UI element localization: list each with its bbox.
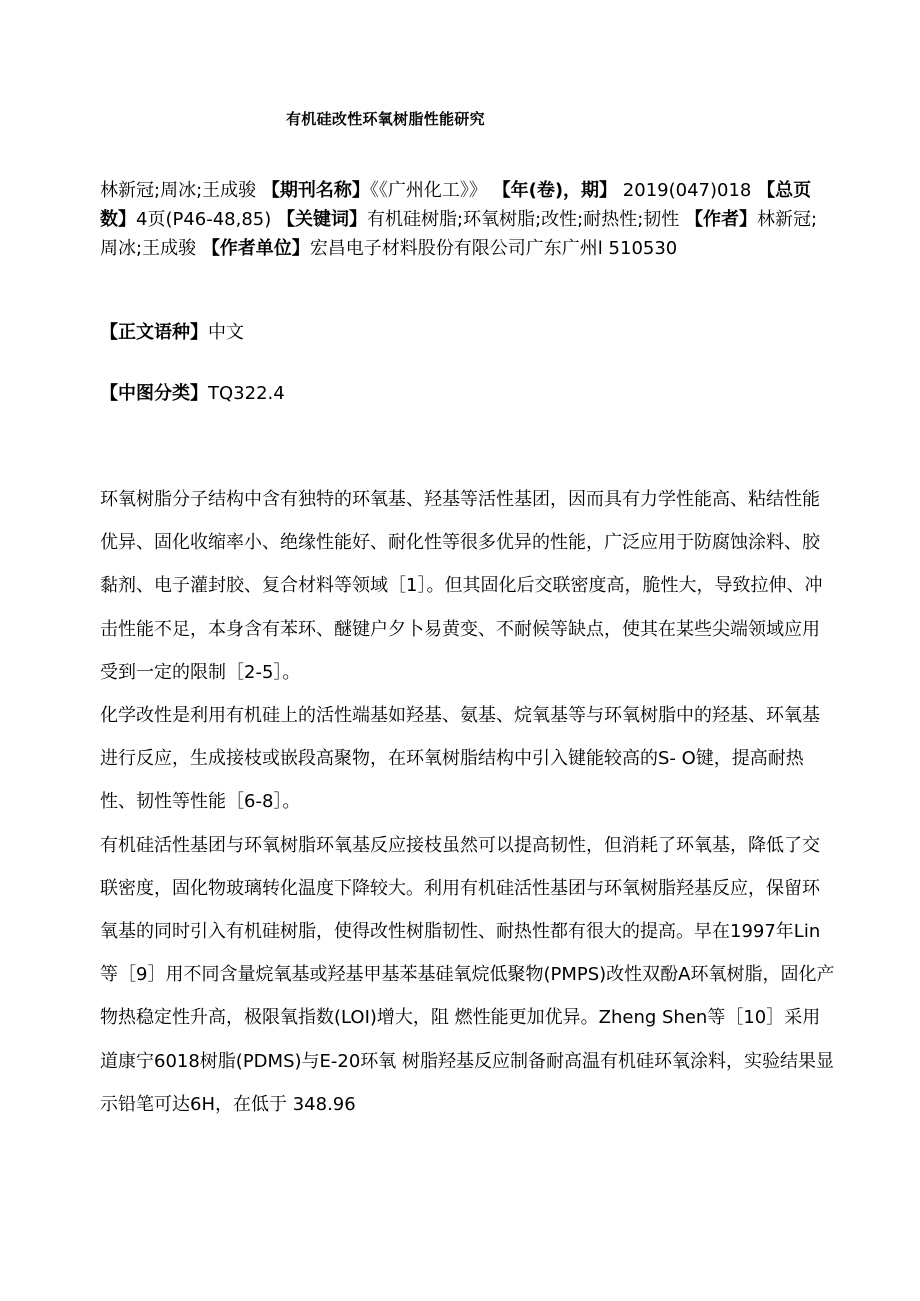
classification-value: TQ322.4 <box>208 383 285 404</box>
author-label: 【作者】 <box>685 209 758 230</box>
keywords: 有机硅树脂;环氧树脂;改性;耐热性;韧性 <box>367 209 680 230</box>
language-value: 中文 <box>208 322 244 343</box>
classification-label: 【中图分类】 <box>100 383 208 404</box>
journal-label: 【期刊名称】 <box>261 180 370 201</box>
journal-name: 《《广州化工》》 <box>369 180 487 201</box>
classification-field <box>100 379 285 408</box>
author: 林新冠;周冰;王成骏 <box>100 209 818 259</box>
year-volume-issue: 2019(047)018 <box>622 180 752 201</box>
keywords-label: 【关键词】 <box>277 209 368 230</box>
paragraph: 化学改性是利用有机硅上的活性端基如羟基、氨基、烷氧基等与环氧树脂中的羟基、环氧基进行反应，生成接枝或嵌段高聚物，在环氧树脂结构中引入键能较高的S- O键，提高耐热性、韧性等性能［6-8］。 <box>100 705 820 813</box>
language-field <box>100 318 244 347</box>
paragraph: 环氧树脂分子结构中含有独特的环氧基、羟基等活性基团，因而具有力学性能高、粘结性能优异、固化收缩率小、绝缘性能好、耐化性等很多优异的性能，广泛应用于防腐蚀涂料、胶黏剂、电子灌封胶、复合材料等领域［1］。但其固化后交联密度高，脆性大，导致拉伸、冲击性能不足，本身含有苯环、醚键户夕卜易黄变、不耐候等缺点，使其在某些尖端领域应用受到一定的限制［2-5］。 <box>100 489 823 683</box>
affiliation-label: 【作者单位】 <box>201 238 310 259</box>
language-label: 【正文语种】 <box>100 322 208 343</box>
page-count: 4页(P46-48,85) <box>136 209 272 230</box>
year-volume-issue-label: 【年(卷)，期】 <box>492 180 618 201</box>
affiliation: 宏昌电子材料股份有限公司广东广州l 510530 <box>309 238 678 259</box>
body-text <box>100 478 835 1126</box>
authors: 林新冠;周冰;王成骏 <box>100 180 257 201</box>
paragraph: 有机硅活性基团与环氧树脂环氧基反应接枝虽然可以提高韧性，但消耗了环氧基，降低了交联密度，固化物玻璃转化温度下降较大。利用有机硅活性基团与环氧树脂羟基反应，保留环氧基的同时引入有机硅树脂，使得改性树脂韧性、耐热性都有很大的提高。早在1997年Lin等［9］用不同含量烷氧基或羟基甲基苯基硅氧烷低聚物(PMPS)改性双酚A环氧树脂，固化产物热稳定性升高，极限氧指数(LOI)增大，阻 燃性能更加优异。Zheng Shen等［10］采用道康宁6018树脂(PDMS)与E-20环氧 树脂羟基反应制备耐高温有机硅环氧涂料，实验结果显示铅笔可达6H，在低于 348.96 <box>100 834 835 1115</box>
metadata-block <box>100 176 820 263</box>
document-title: 有机硅改性环氧树脂性能研究 <box>286 110 485 128</box>
page-count-label: 【总页数】 <box>100 180 812 230</box>
